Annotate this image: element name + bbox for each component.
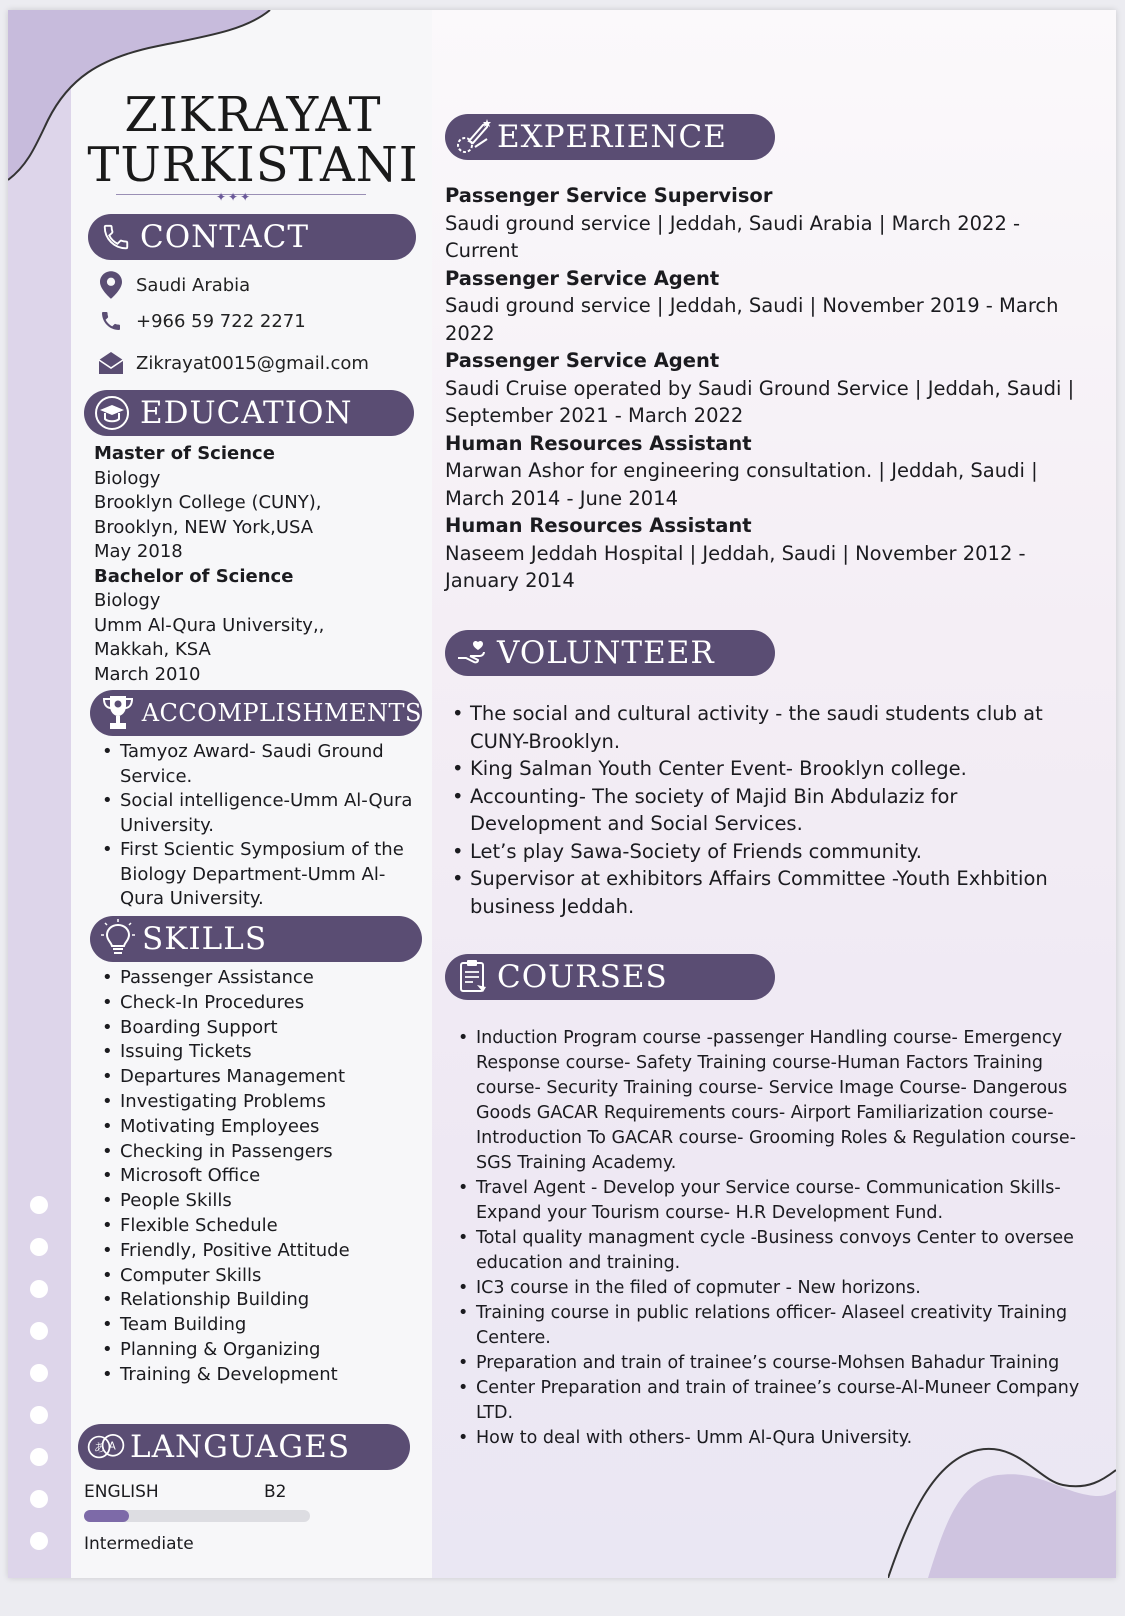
education-item — [94, 565, 414, 688]
experience-item — [445, 182, 1085, 265]
language-level: B2 — [264, 1482, 287, 1502]
resume-page — [8, 10, 1116, 1578]
experience-item — [445, 430, 1085, 513]
experience-role: Passenger Service Agent — [445, 349, 720, 372]
course-item: • Travel Agent - Develop your Service course- Communication Skills-Expand your Tourism course- H.R Development Fund. — [454, 1176, 1084, 1226]
skill-item: • Team Building — [98, 1313, 418, 1338]
education-header — [84, 390, 414, 436]
course-item: • IC3 course in the filed of copmuter - New horizons. — [454, 1276, 1084, 1301]
education-degree: Master of Science — [94, 443, 275, 464]
experience-role: Passenger Service Agent — [445, 266, 720, 290]
skill-item: • Training & Development — [98, 1363, 418, 1388]
skill-item: • Issuing Tickets — [98, 1040, 418, 1065]
accomplishment-item: • Social intelligence-Umm Al-Qura University. — [98, 789, 418, 838]
education-heading: EDUCATION — [140, 395, 353, 431]
experience-item — [445, 347, 1085, 430]
experience-details: Naseem Jeddah Hospital | Jeddah, Saudi | November 2012 - January 2014 — [445, 541, 1026, 592]
experience-item — [445, 512, 1085, 595]
language-row — [84, 1482, 314, 1502]
contact-phone[interactable] — [98, 308, 306, 334]
name-stars-ornament: ✦✦✦ — [216, 190, 253, 204]
skill-item: • Check-In Procedures — [98, 991, 418, 1016]
skill-item: • Flexible Schedule — [98, 1214, 418, 1239]
language-translate-icon — [86, 1427, 126, 1467]
languages-header — [78, 1424, 410, 1470]
skill-item: • Boarding Support — [98, 1016, 418, 1041]
phone-text: +966 59 722 2271 — [136, 310, 306, 332]
skill-item: • Microsoft Office — [98, 1164, 418, 1189]
course-item: • Center Preparation and train of trainee’s course-Al-Muneer Company LTD. — [454, 1376, 1084, 1426]
binder-dot — [30, 1238, 48, 1256]
skills-header — [90, 916, 422, 962]
experience-role: Human Resources Assistant — [445, 514, 752, 537]
experience-item — [445, 265, 1085, 348]
email-text: Zikrayat0015@gmail.com — [136, 352, 369, 374]
skills-list — [98, 966, 418, 1388]
location-text: Saudi Arabia — [136, 274, 251, 296]
course-item: • Training course in public relations officer- Alaseel creativity Training Centere. — [454, 1301, 1084, 1351]
education-item — [94, 442, 414, 565]
binder-dot — [30, 1532, 48, 1550]
education-school: Brooklyn College (CUNY), — [94, 492, 322, 513]
education-school: Umm Al-Qura University,, — [94, 614, 325, 636]
language-name: ENGLISH — [84, 1482, 159, 1502]
phone-outline-icon — [96, 217, 136, 257]
svg-text:A: A — [108, 1440, 117, 1453]
language-proficiency-fill — [84, 1510, 129, 1522]
rocket-gear-icon — [453, 117, 493, 157]
courses-list — [454, 1026, 1084, 1451]
experience-role: Human Resources Assistant — [445, 431, 752, 455]
experience-details: Saudi ground service | Jeddah, Saudi Arabia | March 2022 - Current — [445, 211, 1021, 262]
skill-item: • Relationship Building — [98, 1288, 418, 1313]
volunteer-item: • Accounting- The society of Majid Bin Abdulaziz for Development and Social Services. — [448, 783, 1068, 838]
courses-header — [445, 954, 775, 1000]
volunteer-item: • King Salman Youth Center Event- Brooklyn college. — [448, 755, 1068, 783]
experience-header — [445, 114, 775, 160]
graduation-cap-icon — [92, 393, 132, 433]
skill-item: • Investigating Problems — [98, 1090, 418, 1115]
last-name: TURKISTANI — [87, 137, 419, 193]
contact-email[interactable] — [98, 350, 369, 376]
contact-heading: CONTACT — [140, 219, 310, 255]
skills-heading: SKILLS — [142, 921, 268, 957]
accomplishment-item: • First Scientic Symposium of the Biology Department-Umm Al-Qura University. — [98, 838, 418, 912]
lightbulb-icon — [98, 919, 138, 959]
skill-item: • Motivating Employees — [98, 1115, 418, 1140]
education-field: Biology — [94, 590, 161, 611]
first-name: ZIKRAYAT — [124, 87, 382, 143]
trophy-icon — [98, 693, 138, 733]
binder-dot — [30, 1490, 48, 1508]
skill-item: • Checking in Passengers — [98, 1140, 418, 1165]
volunteer-item: • Supervisor at exhibitors Affairs Committee -Youth Exhbition business Jeddah. — [448, 865, 1068, 920]
contact-location — [98, 272, 250, 298]
candidate-name — [78, 87, 428, 193]
accomplishments-heading: ACCOMPLISHMENTS — [141, 699, 422, 727]
location-pin-icon — [98, 272, 124, 298]
clipboard-certificate-icon — [453, 957, 493, 997]
experience-details: Marwan Ashor for engineering consultation. | Jeddah, Saudi | March 2014 - June 2014 — [445, 459, 1038, 510]
volunteer-list — [448, 700, 1068, 920]
education-degree: Bachelor of Science — [94, 565, 294, 587]
binder-dot — [30, 1196, 48, 1214]
volunteer-item: • Let’s play Sawa-Society of Friends community. — [448, 838, 1068, 866]
education-location: Makkah, KSA — [94, 639, 211, 660]
skill-item: • Friendly, Positive Attitude — [98, 1239, 418, 1264]
volunteer-heading: VOLUNTEER — [497, 635, 715, 671]
experience-list — [445, 182, 1085, 595]
education-list — [94, 442, 414, 687]
languages-heading: LANGUAGES — [130, 1429, 351, 1465]
course-item: • Total quality managment cycle -Business convoys Center to oversee education and training. — [454, 1226, 1084, 1276]
contact-header — [88, 214, 416, 260]
volunteer-item: • The social and cultural activity - the saudi students club at CUNY-Brooklyn. — [448, 700, 1068, 755]
education-location: Brooklyn, NEW York,USA — [94, 516, 314, 538]
experience-details: Saudi ground service | Jeddah, Saudi | November 2019 - March 2022 — [445, 294, 1059, 345]
volunteer-header — [445, 630, 775, 676]
course-item: • Preparation and train of trainee’s course-Mohsen Bahadur Training — [454, 1351, 1084, 1376]
education-field: Biology — [94, 467, 161, 489]
binder-dot — [30, 1406, 48, 1424]
skill-item: • Passenger Assistance — [98, 966, 418, 991]
skill-item: • Computer Skills — [98, 1264, 418, 1289]
course-item: • How to deal with others- Umm Al-Qura University. — [454, 1426, 1084, 1451]
education-date: March 2010 — [94, 663, 201, 685]
email-icon — [98, 350, 124, 376]
accomplishments-header — [90, 690, 422, 736]
courses-heading: COURSES — [497, 959, 668, 995]
experience-role: Passenger Service Supervisor — [445, 184, 773, 207]
skill-item: • People Skills — [98, 1189, 418, 1214]
svg-text:あ: あ — [93, 1441, 106, 1455]
language-description: Intermediate — [84, 1534, 194, 1554]
binder-dot — [30, 1280, 48, 1298]
phone-icon — [98, 308, 124, 334]
experience-heading: EXPERIENCE — [497, 119, 727, 155]
experience-details: Saudi Cruise operated by Saudi Ground Service | Jeddah, Saudi | September 2021 - March 2022 — [445, 376, 1075, 427]
education-date: May 2018 — [94, 541, 183, 562]
skill-item: • Departures Management — [98, 1065, 418, 1090]
helping-hand-icon — [453, 633, 493, 673]
accomplishment-item: • Tamyoz Award- Saudi Ground Service. — [98, 740, 418, 789]
skill-item: • Planning & Organizing — [98, 1338, 418, 1363]
accomplishments-list — [98, 740, 418, 912]
binder-dot — [30, 1322, 48, 1340]
binder-dot — [30, 1448, 48, 1466]
course-item: • Induction Program course -passenger Handling course- Emergency Response course- Safety Training course-Human Factors Training course- Security Training course- Service Image Course- Dangerous Goods GACAR Requirements cours- Airport Familiarization course-Introduction To GACAR course- Grooming Roles & Regulation course- SGS Training Academy. — [454, 1026, 1084, 1176]
language-proficiency-bar — [84, 1510, 310, 1522]
binder-dot — [30, 1364, 48, 1382]
